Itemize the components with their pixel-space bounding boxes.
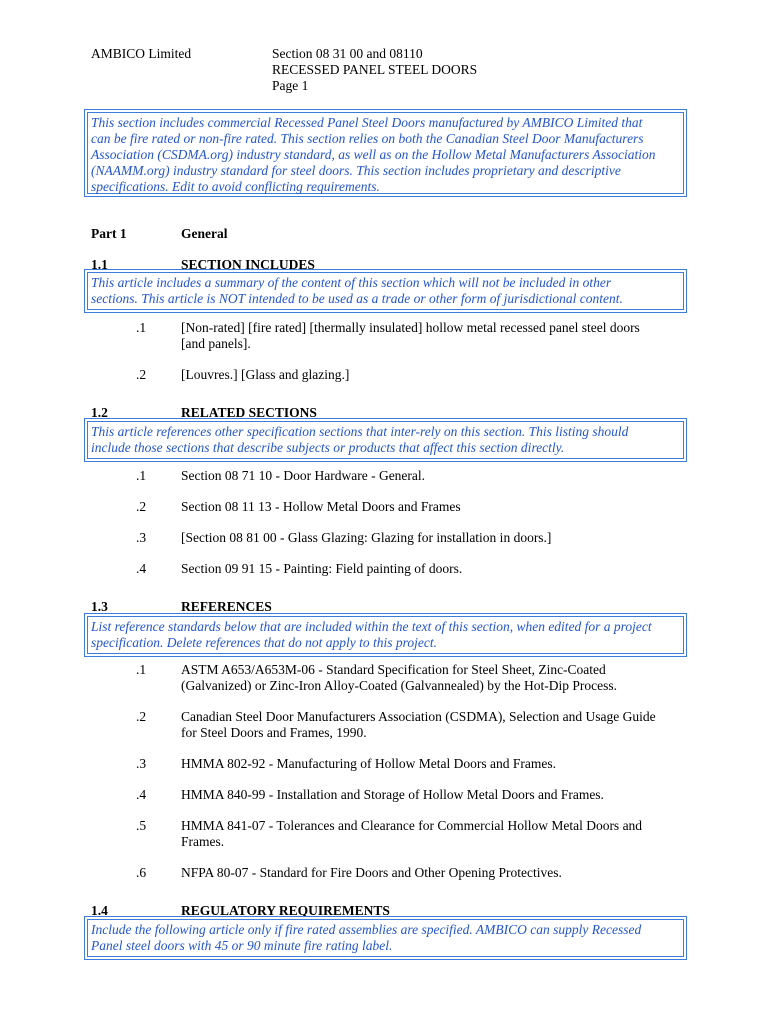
list-item-line: Section 08 71 10 - Door Hardware - General. [181,468,426,483]
header-section-title: RECESSED PANEL STEEL DOORS [272,62,478,77]
list-item-line: [and panels]. [181,336,251,351]
part-number: Part 1 [91,226,127,241]
article-note-line: include those sections that describe subjects or products that affect this section directly. [91,440,565,455]
list-item-line: (Galvanized) or Zinc-Iron Alloy-Coated (Galvannealed) by the Hot-Dip Process. [181,678,617,693]
intro-note-line: (NAAMM.org) industry standard for steel doors. This section includes proprietary and descriptive [91,163,621,178]
list-item [181,367,349,383]
article-title: RELATED SECTIONS [181,405,317,420]
list-item-line: [Louvres.] [Glass and glazing.] [181,367,350,382]
article-number: 1.2 [91,405,108,420]
item-number: .3 [136,530,147,545]
list-item [181,787,604,803]
article-note-line: Panel steel doors with 45 or 90 minute fire rating label. [91,938,393,953]
header-section-number: Section 08 31 00 and 08110 [272,46,423,61]
item-number: .5 [136,818,147,833]
article-number: 1.3 [91,599,108,614]
item-number: .3 [136,756,147,771]
article-note-line: This article references other specification sections that inter-rely on this section. This listing should [91,424,629,439]
list-item-line: Section 09 91 15 - Painting: Field painting of doors. [181,561,463,576]
list-item [181,320,640,352]
list-item [181,468,425,484]
list-item-line: ASTM A653/A653M-06 - Standard Specification for Steel Sheet, Zinc-Coated [181,662,606,677]
list-item [181,865,562,881]
list-item [181,662,617,694]
article-title: REFERENCES [181,599,272,614]
item-number: .4 [136,561,147,576]
list-item-line: [Section 08 81 00 - Glass Glazing: Glazing for installation in doors.] [181,530,552,545]
list-item [181,756,556,772]
item-number: .2 [136,499,147,514]
article-note [87,421,684,459]
list-item-line: NFPA 80-07 - Standard for Fire Doors and Other Opening Protectives. [181,865,562,880]
list-item-line: HMMA 802-92 - Manufacturing of Hollow Metal Doors and Frames. [181,756,556,771]
article-note [87,272,684,310]
article-title: SECTION INCLUDES [181,257,315,272]
list-item [181,709,656,741]
list-item [181,530,551,546]
article-note-line: specification. Delete references that do not apply to this project. [91,635,438,650]
list-item-line: HMMA 841-07 - Tolerances and Clearance for Commercial Hollow Metal Doors and [181,818,643,833]
item-number: .1 [136,320,147,335]
article-note-line: List reference standards below that are included within the text of this section, when edited for a project [91,619,652,634]
intro-note-line: can be fire rated or non-fire rated. This section relies on both the Canadian Steel Door Manufacturers [91,131,644,146]
intro-note-line: Association (CSDMA.org) industry standard, as well as on the Hollow Metal Manufacturers Association [91,147,656,162]
part-title: General [181,226,228,241]
intro-note-line: specifications. Edit to avoid conflicting requirements. [91,179,380,194]
header-company: AMBICO Limited [91,46,192,61]
article-note-line: Include the following article only if fire rated assemblies are specified. AMBICO can supply Recessed [91,922,642,937]
list-item [181,818,642,850]
article-title: REGULATORY REQUIREMENTS [181,903,390,918]
list-item-line: Canadian Steel Door Manufacturers Association (CSDMA), Selection and Usage Guide [181,709,656,724]
article-number: 1.4 [91,903,108,918]
list-item [181,499,461,515]
article-note [87,919,684,957]
item-number: .2 [136,709,147,724]
list-item-line: [Non-rated] [fire rated] [thermally insulated] hollow metal recessed panel steel doors [181,320,640,335]
list-item-line: Section 08 11 13 - Hollow Metal Doors and Frames [181,499,461,514]
article-note [87,616,684,654]
list-item-line: Frames. [181,834,225,849]
item-number: .1 [136,468,147,483]
item-number: .1 [136,662,147,677]
item-number: .2 [136,367,147,382]
article-note-line: sections. This article is NOT intended to be used as a trade or other form of jurisdictional content. [91,291,623,306]
article-number: 1.1 [91,257,108,272]
list-item-line: HMMA 840-99 - Installation and Storage of Hollow Metal Doors and Frames. [181,787,604,802]
article-note-line: This article includes a summary of the content of this section which will not be included in other [91,275,612,290]
intro-note [87,112,684,194]
header-page-number: Page 1 [272,78,309,93]
list-item-line: for Steel Doors and Frames, 1990. [181,725,367,740]
list-item [181,561,462,577]
intro-note-line: This section includes commercial Recessed Panel Steel Doors manufactured by AMBICO Limited that [91,115,643,130]
item-number: .6 [136,865,147,880]
item-number: .4 [136,787,147,802]
